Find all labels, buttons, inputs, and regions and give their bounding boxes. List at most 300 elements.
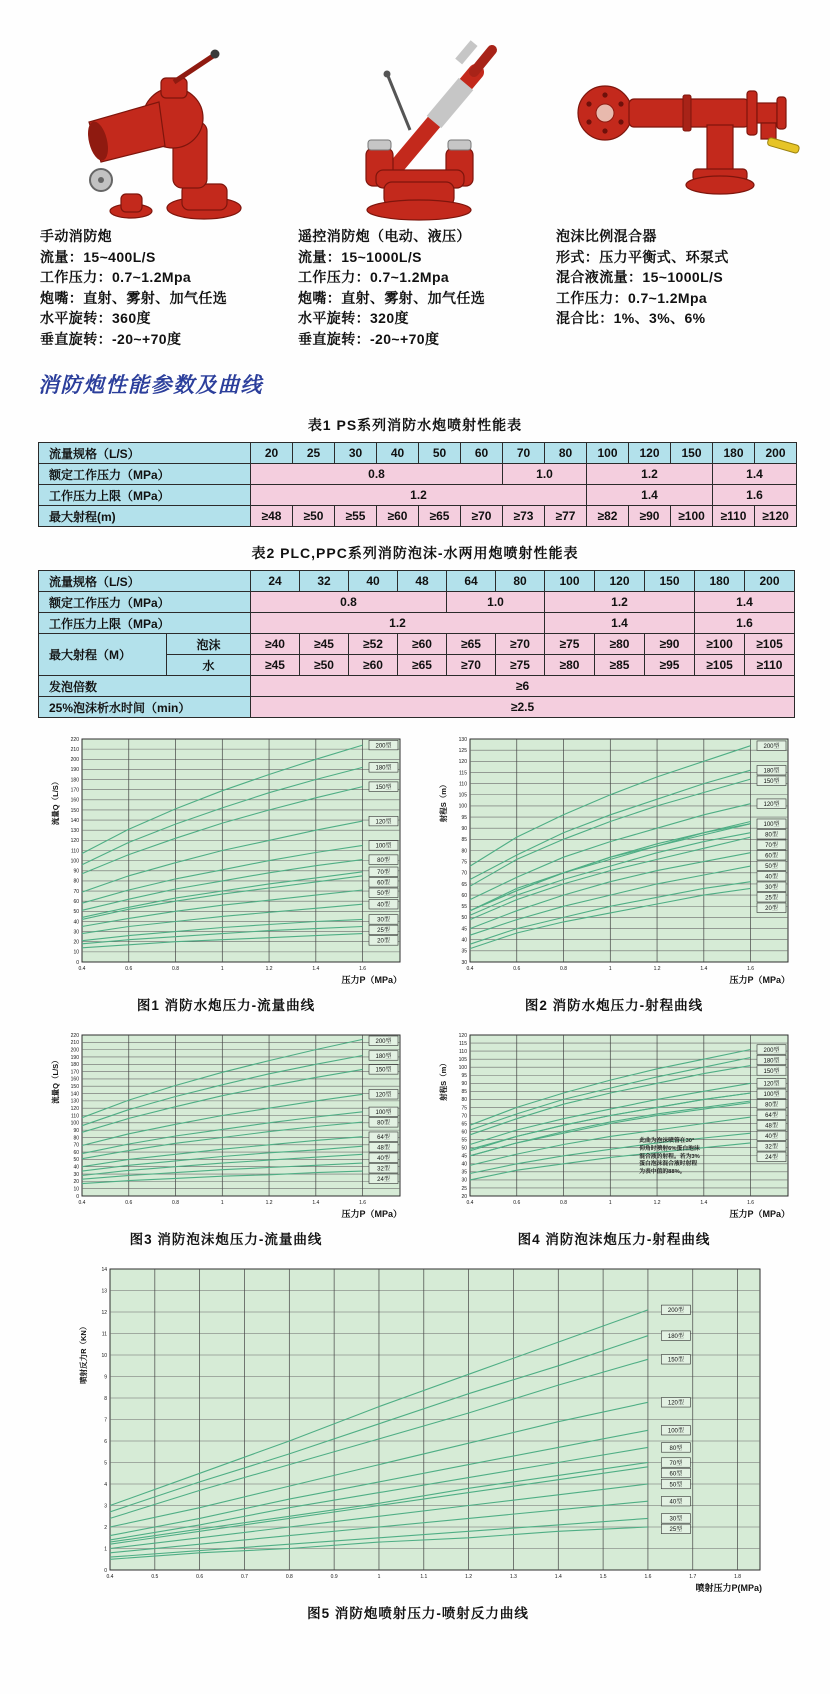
svg-text:80: 80 [73,1135,79,1142]
product-spec-line: 形式：压力平衡式、环泵式 [556,248,729,265]
series-labels [757,741,786,913]
svg-text:125: 125 [458,747,467,754]
table-value-cell: 70 [503,443,545,464]
series-label: 40型 [377,1156,390,1163]
series-label: 120型 [375,819,392,826]
product-spec-line: 水平旋转：360度 [40,310,151,326]
svg-text:1.2: 1.2 [265,966,273,972]
series-label: 24型 [765,1155,778,1162]
svg-text:10: 10 [73,949,79,956]
svg-text:60: 60 [73,898,79,905]
remote-fire-monitor-image [314,30,524,226]
svg-text:55: 55 [461,904,467,911]
series-label: 24型 [377,1177,390,1184]
table-value-cell: 80 [496,571,545,592]
svg-text:80: 80 [461,1097,467,1104]
table-value-cell: 1.2 [587,464,713,485]
x-axis-label: 喷射压力P(MPa) [695,1583,762,1593]
table-row [39,613,795,634]
table-value-cell: ≥100 [695,634,745,655]
table-row [39,443,797,464]
y-axis-label: 流量Q（L/S） [51,777,60,826]
svg-text:130: 130 [458,736,467,743]
svg-text:1.6: 1.6 [747,1200,755,1206]
charts-row-3 [0,1262,830,1622]
table-value-cell: ≥65 [398,655,447,676]
product-spec-line: 炮嘴：直射、雾射、加气任选 [40,289,228,306]
svg-text:1: 1 [377,1574,381,1580]
table-row [39,592,795,613]
svg-text:0.9: 0.9 [330,1574,338,1580]
svg-text:150: 150 [70,1084,79,1091]
chart-canvas [434,1028,794,1220]
table-value-cell: ≥90 [629,506,671,527]
svg-text:100: 100 [458,1065,467,1071]
svg-text:110: 110 [459,1048,467,1055]
series-label: 70型 [377,870,390,877]
table-value-cell: 50 [419,443,461,464]
product-image-box [298,26,540,226]
svg-text:1.4: 1.4 [312,966,320,972]
svg-text:115: 115 [459,770,467,777]
svg-text:0.4: 0.4 [78,1200,86,1206]
svg-text:20: 20 [73,939,79,946]
svg-text:0.6: 0.6 [513,1200,521,1206]
table-row [39,464,797,485]
product-image-box [556,26,814,226]
svg-text:90: 90 [461,1081,467,1088]
svg-text:130: 130 [70,1098,79,1105]
table-value-cell: ≥80 [545,655,595,676]
table-row [39,485,797,506]
svg-text:0: 0 [76,1193,79,1200]
svg-text:50: 50 [73,1157,79,1164]
svg-text:100: 100 [70,1120,79,1127]
svg-text:20: 20 [461,1193,467,1200]
product-spec-line: 流量：15~1000L/S [298,248,422,265]
series-label: 25型 [377,928,390,935]
series-label: 32型 [377,1166,390,1173]
svg-text:40: 40 [73,1164,79,1171]
table-row [39,676,795,697]
svg-text:190: 190 [70,1054,79,1061]
series-label: 64型 [377,1135,390,1142]
svg-text:1.4: 1.4 [554,1574,562,1580]
table-value-cell: 200 [745,571,795,592]
svg-text:75: 75 [461,1105,467,1112]
svg-text:85: 85 [461,837,467,844]
product-spec-line: 炮嘴：直射、雾射、加气任选 [298,289,486,306]
svg-text:180: 180 [70,777,79,784]
series-label: 40型 [669,1499,683,1506]
product-section [0,0,830,349]
series-label: 40型 [765,1134,778,1141]
svg-text:170: 170 [70,1069,79,1076]
svg-text:1: 1 [608,966,612,972]
x-axis-label: 压力P（MPa） [729,1209,790,1219]
series-label: 120型 [763,801,780,808]
svg-text:140: 140 [70,817,79,824]
table1-title: 表1 PS系列消防水炮喷射性能表 [307,417,523,433]
svg-text:95: 95 [461,1073,467,1080]
table-value-cell: ≥70 [447,655,496,676]
series-label: 200型 [667,1308,684,1315]
table-value-cell: 1.2 [251,613,545,634]
series-label: 32型 [765,1144,778,1151]
series-label: 60型 [669,1471,683,1478]
svg-text:120: 120 [70,838,79,845]
svg-text:85: 85 [461,1089,467,1096]
product-specs [40,247,282,350]
svg-text:30: 30 [461,1177,467,1184]
table-value-cell: ≥70 [461,506,503,527]
table2-title: 表2 PLC,PPC系列消防泡沫-水两用炮喷射性能表 [251,545,579,561]
series-label: 50型 [377,891,390,898]
table-value-cell: ≥85 [595,655,645,676]
svg-text:110: 110 [71,848,79,855]
table-value-cell: ≥75 [496,655,545,676]
table-value-cell: 0.8 [251,592,447,613]
table-label-cell: 流量规格（L/S） [39,443,251,464]
product-specs [556,247,814,329]
svg-text:35: 35 [461,1169,467,1176]
svg-text:35: 35 [461,948,467,955]
product-spec-line: 工作压力：0.7~1.2Mpa [298,269,450,285]
series-label: 150型 [763,1068,780,1075]
product-spec-line: 垂直旋转：-20~+70度 [298,330,440,347]
svg-text:1: 1 [104,1546,107,1553]
table-value-cell: ≥60 [349,655,398,676]
product-card-foam-proportioner [556,26,814,349]
product-spec-line: 流量：15~400L/S [40,248,156,265]
foam-proportioner-image [565,51,805,226]
table-value-cell: 60 [461,443,503,464]
table-value-cell: ≥110 [713,506,755,527]
svg-text:1.4: 1.4 [700,1200,708,1206]
svg-text:1.5: 1.5 [599,1574,607,1580]
product-spec-line: 工作压力：0.7~1.2Mpa [40,269,192,285]
svg-text:105: 105 [458,1056,467,1063]
chart-caption: 图5 消防炮喷射压力-喷射反力曲线 [307,1606,529,1621]
series-label: 30型 [669,1516,683,1523]
svg-text:5: 5 [104,1460,107,1467]
svg-text:75: 75 [461,859,467,866]
table-value-cell: 100 [545,571,595,592]
svg-text:200: 200 [70,1047,79,1054]
table-value-cell: 30 [335,443,377,464]
table-value-cell: ≥82 [587,506,629,527]
svg-text:1.4: 1.4 [700,966,708,972]
svg-text:14: 14 [101,1266,107,1273]
table-row [39,506,797,527]
table-value-cell: 180 [695,571,745,592]
table-value-cell: 80 [545,443,587,464]
table-value-cell: 48 [398,571,447,592]
table-value-cell: ≥48 [251,506,293,527]
product-image-box [40,26,282,226]
svg-text:65: 65 [461,881,467,888]
table-value-cell: 1.0 [447,592,545,613]
svg-text:120: 120 [70,1105,79,1112]
table-value-cell: 1.6 [713,485,797,506]
svg-text:70: 70 [461,870,467,877]
table-value-cell: ≥80 [595,634,645,655]
chart-canvas [434,732,794,986]
svg-text:105: 105 [458,792,467,799]
table-sublabel-cell: 水 [167,655,251,676]
x-axis-label: 压力P（MPa） [341,1209,402,1219]
svg-text:7: 7 [104,1417,107,1424]
series-label: 180型 [763,1058,780,1065]
svg-text:130: 130 [70,828,79,835]
series-label: 180型 [763,768,780,775]
svg-text:0.6: 0.6 [125,966,133,972]
table-value-cell: ≥2.5 [251,697,795,718]
series-label: 64型 [765,1113,778,1120]
series-labels [757,1045,786,1162]
chart-figure-4 [434,1028,794,1248]
series-label: 200型 [763,1047,780,1054]
series-label: 80型 [765,1102,778,1109]
table-value-cell: 40 [349,571,398,592]
table-value-cell: 24 [251,571,300,592]
svg-text:80: 80 [461,848,467,855]
y-axis-label: 射程S（m） [439,780,448,823]
svg-text:70: 70 [461,1113,467,1120]
product-spec-line: 混合比：1%、3%、6% [556,310,706,326]
table-value-cell: 25 [293,443,335,464]
svg-text:210: 210 [70,746,79,753]
series-label: 25型 [669,1527,683,1534]
svg-text:0.8: 0.8 [285,1574,293,1580]
svg-text:11: 11 [101,1331,107,1338]
table-value-cell: 32 [300,571,349,592]
section-title: 消防炮性能参数及曲线 [38,374,263,397]
table-value-cell: ≥50 [300,655,349,676]
table-value-cell: ≥6 [251,676,795,697]
table-value-cell: 1.2 [251,485,587,506]
series-label: 50型 [669,1482,683,1489]
x-axis-label: 压力P（MPa） [729,975,790,985]
svg-text:220: 220 [70,1032,79,1039]
svg-text:6: 6 [104,1438,107,1445]
series-label: 80型 [377,857,390,864]
table-value-cell: 120 [629,443,671,464]
svg-text:25: 25 [461,1185,467,1192]
table-label-cell: 发泡倍数 [39,676,251,697]
series-label: 100型 [667,1428,684,1435]
table-label-cell: 25%泡沫析水时间（min） [39,697,251,718]
table-value-cell: 180 [713,443,755,464]
table-label-cell: 最大射程（M） [39,634,167,676]
product-spec-line: 混合液流量：15~1000L/S [556,269,724,285]
svg-text:60: 60 [461,1129,467,1136]
table-value-cell: ≥40 [251,634,300,655]
series-label: 30型 [765,885,778,892]
table-value-cell: ≥60 [377,506,419,527]
table-value-cell: ≥60 [398,634,447,655]
table-value-cell: ≥73 [503,506,545,527]
svg-text:40: 40 [461,1161,467,1168]
y-axis-label: 喷射反力R（KN） [79,1322,88,1384]
performance-table-plc-ppc-series [38,570,795,718]
svg-text:30: 30 [73,929,79,936]
svg-text:1.6: 1.6 [644,1574,652,1580]
series-label: 150型 [667,1357,684,1364]
svg-text:0.4: 0.4 [466,1200,474,1206]
svg-text:40: 40 [73,919,79,926]
table-sublabel-cell: 泡沫 [167,634,251,655]
svg-text:90: 90 [73,868,79,875]
svg-text:1: 1 [220,966,224,972]
series-label: 150型 [375,784,392,791]
product-name: 手动消防炮 [40,228,112,244]
table-row [39,634,795,655]
svg-text:0.8: 0.8 [560,1200,568,1206]
series-label: 80型 [765,832,778,839]
series-label: 180型 [375,1053,392,1060]
series-label: 25型 [765,895,778,902]
product-name: 遥控消防炮（电动、液压） [298,228,471,244]
svg-text:90: 90 [461,826,467,832]
svg-text:180: 180 [70,1062,79,1069]
svg-text:1.4: 1.4 [312,1200,320,1206]
table-label-cell: 工作压力上限（MPa） [39,485,251,506]
table-value-cell: 100 [587,443,629,464]
series-labels [369,1036,398,1183]
chart-figure-1 [46,732,406,1014]
chart-figure-2 [434,732,794,1014]
svg-text:0.7: 0.7 [241,1574,248,1580]
svg-text:1: 1 [220,1200,224,1206]
product-name: 泡沫比例混合器 [556,228,657,244]
table-value-cell: 1.2 [545,592,695,613]
svg-text:200: 200 [70,757,79,764]
svg-text:110: 110 [71,1113,79,1120]
series-label: 180型 [375,765,392,772]
series-label: 200型 [763,743,780,750]
svg-text:210: 210 [70,1040,79,1047]
series-labels [369,740,398,945]
table-value-cell: 150 [645,571,695,592]
series-label: 40型 [765,874,778,881]
table-row [39,697,795,718]
svg-text:1.3: 1.3 [509,1574,517,1580]
table-value-cell: ≥110 [745,655,795,676]
svg-text:13: 13 [101,1288,107,1295]
product-spec-line: 工作压力：0.7~1.2Mpa [556,289,708,306]
table-value-cell: ≥52 [349,634,398,655]
series-label: 20型 [377,938,390,945]
table-value-cell: 40 [377,443,419,464]
table-row [39,571,795,592]
svg-text:115: 115 [459,1040,467,1047]
svg-text:2: 2 [104,1524,107,1531]
svg-text:12: 12 [101,1309,107,1316]
table-value-cell: ≥65 [447,634,496,655]
svg-text:10: 10 [73,1186,79,1193]
svg-text:0.5: 0.5 [151,1574,159,1580]
svg-text:120: 120 [458,1032,467,1039]
table-value-cell: ≥90 [645,634,695,655]
table-value-cell: ≥100 [671,506,713,527]
svg-text:160: 160 [70,797,79,804]
product-card-manual-monitor [40,26,282,349]
svg-text:120: 120 [458,759,467,766]
svg-text:1.6: 1.6 [359,966,367,972]
svg-text:10: 10 [101,1352,107,1359]
manual-fire-monitor-image [61,30,261,226]
table-value-cell: 1.4 [545,613,695,634]
series-label: 150型 [763,779,780,786]
series-label: 80型 [377,1120,390,1127]
series-label: 100型 [763,1092,780,1099]
series-label: 200型 [375,743,392,750]
series-label: 120型 [375,1092,392,1099]
table-value-cell: ≥55 [335,506,377,527]
series-label: 70型 [765,843,778,850]
product-specs [298,247,540,350]
table-value-cell: 1.4 [713,464,797,485]
svg-text:100: 100 [458,803,467,810]
table-label-cell: 工作压力上限（MPa） [39,613,251,634]
chart-caption: 图1 消防水炮压力-流量曲线 [136,998,316,1013]
svg-text:30: 30 [461,959,467,966]
svg-text:0.8: 0.8 [560,966,568,972]
svg-text:55: 55 [461,1137,467,1144]
svg-text:60: 60 [461,892,467,899]
table-value-cell: 1.6 [695,613,795,634]
svg-text:1.2: 1.2 [465,1574,473,1580]
chart-figure-3 [46,1028,406,1248]
series-label: 48型 [765,1123,778,1130]
svg-text:65: 65 [461,1121,467,1128]
svg-text:0.8: 0.8 [172,1200,180,1206]
svg-text:60: 60 [73,1149,79,1156]
chart-caption: 图4 消防泡沫炮压力-射程曲线 [517,1232,711,1247]
series-label: 120型 [667,1400,684,1407]
table-label-cell: 额定工作压力（MPa） [39,592,251,613]
svg-text:1.1: 1.1 [420,1574,428,1580]
svg-text:70: 70 [73,888,79,895]
table-value-cell: ≥65 [419,506,461,527]
table-value-cell: ≥50 [293,506,335,527]
svg-text:0.6: 0.6 [513,966,521,972]
table-value-cell: 64 [447,571,496,592]
series-label: 100型 [763,822,780,829]
svg-text:0: 0 [76,959,79,966]
chart-canvas [46,732,406,986]
svg-text:1.6: 1.6 [359,1200,367,1206]
table-label-cell: 流量规格（L/S） [39,571,251,592]
series-label: 100型 [375,843,392,850]
series-label: 120型 [763,1081,780,1088]
svg-text:220: 220 [70,736,79,743]
svg-text:140: 140 [70,1091,79,1098]
table-value-cell: 200 [755,443,797,464]
chart-annotation: 此曲为泡沫喷管在30° 仰角时喷射6%蛋白泡沫 混合液的射程。若为3% 蛋白泡沫混合液时射程 为表中值的88%。 [639,1138,700,1176]
table-value-cell: 150 [671,443,713,464]
svg-text:0: 0 [104,1567,107,1574]
chart-figure-5 [70,1262,766,1622]
series-label: 100型 [375,1110,392,1117]
table-value-cell: ≥95 [645,655,695,676]
charts-row-2 [0,1028,830,1248]
y-axis-label: 流量Q（L/S） [51,1056,60,1104]
table-value-cell: ≥45 [251,655,300,676]
svg-text:9: 9 [104,1374,107,1381]
table-value-cell: ≥105 [695,655,745,676]
